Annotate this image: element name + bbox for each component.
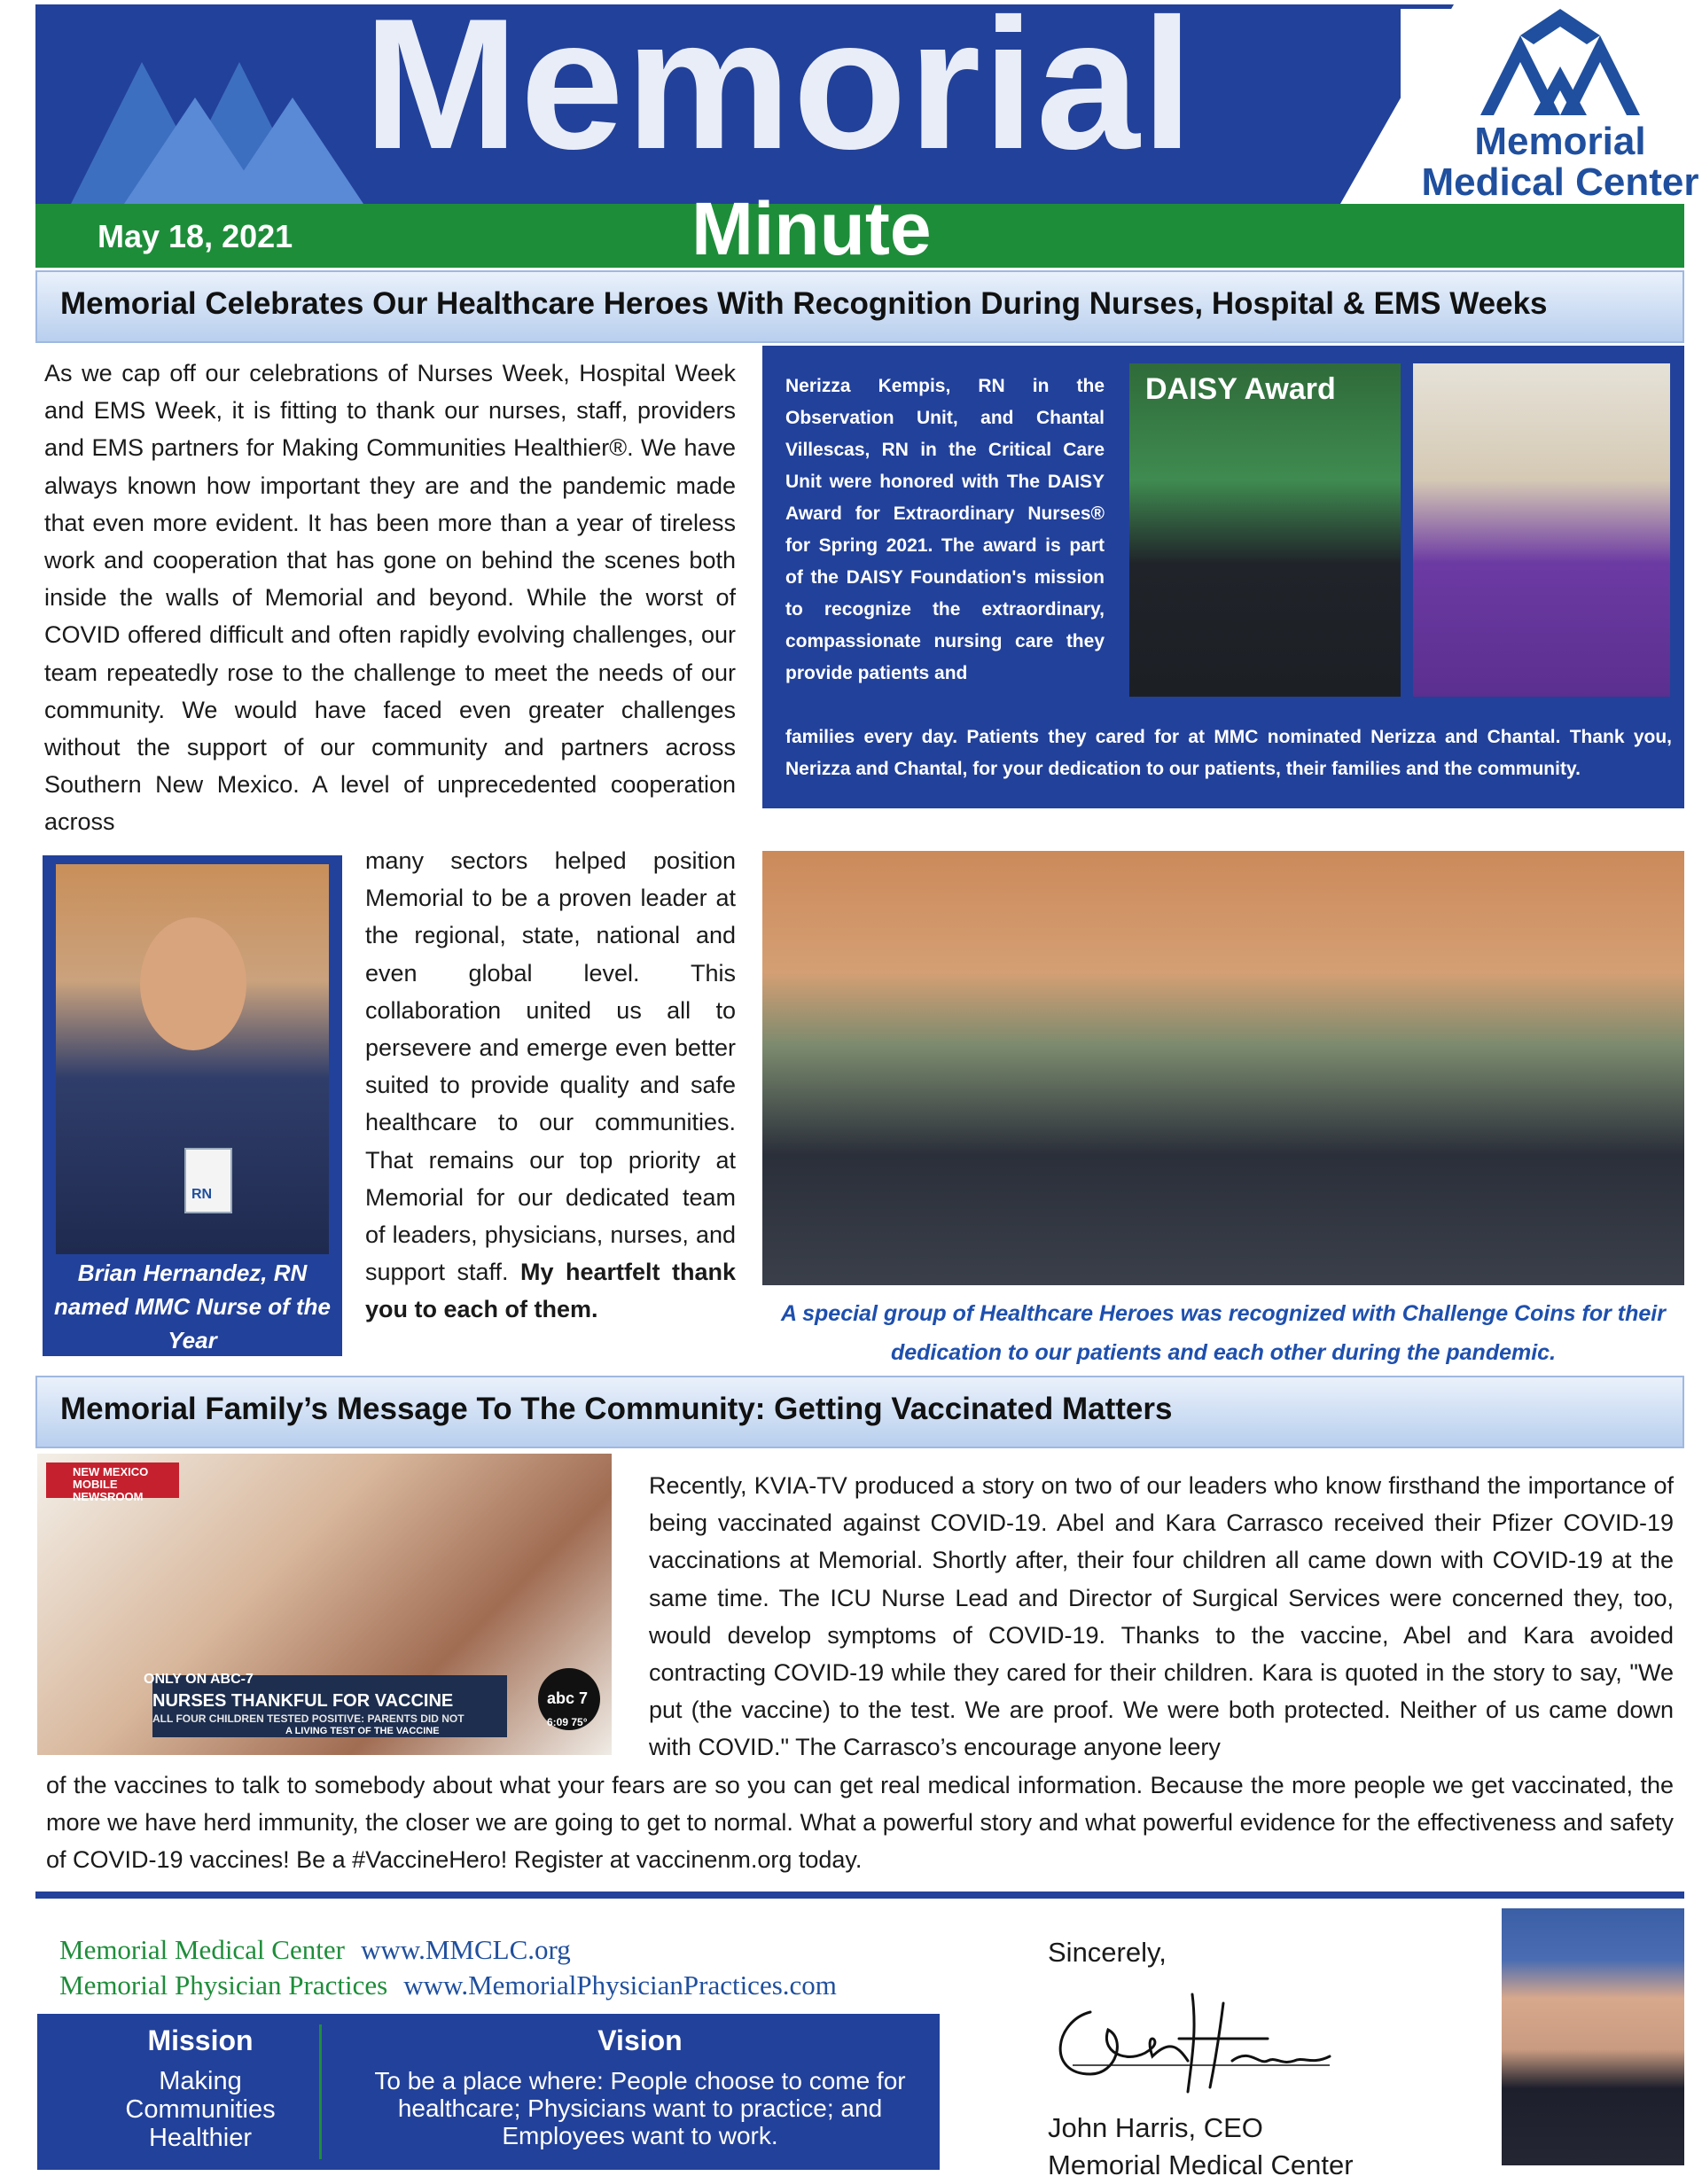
- mm-logo-watermark-icon: [71, 35, 363, 204]
- org2-name: Memorial Physician Practices: [59, 1970, 388, 2001]
- newsroom-logo-text: NEW MEXICO MOBILE NEWSROOM: [73, 1465, 149, 1503]
- nerizza-kempis-photo: [1129, 363, 1401, 697]
- article1-paragraph2-text: many sectors helped position Memorial to be a proven leader at the regional, state, national and even global level. This collaboration united us all to persevere and emerge even better suited to provide quality and safe healthcare to our communities. That remains our top priority at Memorial for our dedicated team of leaders, physicians, nurses, and support staff.: [365, 847, 736, 1286]
- ceo-signature-block: [1048, 2110, 1354, 2184]
- group-photo-caption: A special group of Healthcare Heroes was recognized with Challenge Coins for their dedication to our patients and each other during the pandemic.: [781, 1301, 1666, 1365]
- news-subline: ALL FOUR CHILDREN TESTED POSITIVE: PARENTS DID NOT: [152, 1712, 465, 1725]
- daisy-award-box: [762, 346, 1684, 808]
- mission-text: Making Communities Healthier: [125, 2067, 276, 2152]
- id-badge: [184, 1148, 232, 1213]
- mission-title: Mission: [147, 2024, 254, 2056]
- practices-website-link[interactable]: www.MemorialPhysicianPractices.com: [403, 1970, 837, 2001]
- footer-divider: [35, 1892, 1684, 1899]
- signoff: Sincerely,: [1048, 1937, 1167, 1968]
- news-headline: NURSES THANKFUL FOR VACCINE: [152, 1691, 454, 1711]
- badge-label: RN: [191, 1187, 213, 1202]
- ceo-signature-icon: [1037, 1977, 1356, 2101]
- mmc-logo: [1401, 9, 1702, 204]
- newsletter-subtitle: Minute: [691, 187, 932, 270]
- article1-paragraph2: [365, 842, 736, 1329]
- newsletter-title: Memorial: [363, 0, 1195, 188]
- news-time-temp: 6:09 75°: [547, 1716, 588, 1728]
- brian-caption: Brian Hernandez, RN named MMC Nurse of the Year: [53, 1260, 332, 1353]
- daisy-award-text-continued: families every day. Patients they cared for at MMC nominated Nerizza and Chantal. Thank you, Nerizza and Chantal, for your dedication to our patients, their families and the community.: [785, 727, 1672, 779]
- brian-photo-card: [43, 855, 342, 1356]
- masthead: [35, 0, 1699, 275]
- group-photo: [762, 851, 1684, 1285]
- news-tag: ONLY ON ABC-7: [144, 1672, 254, 1687]
- org1-name: Memorial Medical Center: [59, 1934, 345, 1965]
- article1-thanks: My heartfelt thank you to each of them.: [365, 1259, 736, 1323]
- footer-links: [59, 1932, 837, 2003]
- article2-heading-bar: [35, 1376, 1684, 1448]
- ceo-name: John Harris, CEO: [1048, 2112, 1263, 2143]
- healthcare-heroes-group: [762, 851, 1684, 1374]
- chantal-villescas-photo: [1413, 363, 1670, 697]
- footer-link-row-mmc: [59, 1932, 837, 1968]
- article1-heading-bar: [35, 270, 1684, 343]
- ceo-org: Memorial Medical Center: [1048, 2149, 1354, 2180]
- mission-vision-divider: [319, 2024, 322, 2159]
- kvia-news-screenshot: [37, 1454, 612, 1755]
- article1-paragraph1: As we cap off our celebrations of Nurses Week, Hospital Week and EMS Week, it is fitting to thank our nurses, staff, providers and EMS partners for Making Communities Healthier®. We have always known how important they are and the pandemic made that even more evident. It has been more than a year of tireless work and cooperation that has gone on behind the scenes both inside the walls of Memorial and beyond. While the worst of COVID offered difficult and often rapidly evolving challenges, our team repeatedly rose to the challenge to meet the needs of our community. We would have faced even greater challenges without the support of our community and partners across Southern New Mexico. A level of unprecedented cooperation across: [44, 360, 736, 836]
- mmc-logo-line1: Memorial: [1474, 120, 1646, 163]
- mission-vision-bar: [37, 2014, 940, 2170]
- article1-heading: Memorial Celebrates Our Healthcare Heroes With Recognition During Nurses, Hospital & EMS Weeks: [60, 286, 1548, 321]
- issue-date: May 18, 2021: [98, 218, 293, 254]
- ceo-photo: [1502, 1908, 1684, 2165]
- abc7-logo-text: abc 7: [547, 1689, 589, 1707]
- brian-face: [140, 917, 246, 1050]
- mmc-website-link[interactable]: www.MMCLC.org: [360, 1934, 571, 1965]
- brian-hernandez-photo: [56, 864, 329, 1254]
- daisy-award-text: Nerizza Kempis, RN in the Observation Unit, and Chantal Villescas, RN in the Critical Care Unit were honored with The DAISY Award for Extraordinary Nurses® for Spring 2021. The award is part of the DAISY Foundation's mission to recognize the extraordinary, compassionate nursing care they provide patients and: [785, 376, 1105, 683]
- article2-paragraph2: of the vaccines to talk to somebody about what your fears are so you can get real medical information. Because the more people we get vaccinated, the more we have herd immunity, the closer we are going to get to normal. What a powerful story and what powerful evidence for the effectiveness and safety of COVID-19 vaccines! Be a #VaccineHero! Register at vaccinenm.org today.: [46, 1772, 1674, 1874]
- vision-title: Vision: [597, 2024, 683, 2056]
- article2-paragraph1: Recently, KVIA-TV produced a story on two of our leaders who know firsthand the importance of being vaccinated against COVID-19. Abel and Kara Carrasco received their Pfizer COVID-19 vaccinations at Memorial. Shortly after, their four children all came down with COVID-19 at the same time. The ICU Nurse Lead and Director of Surgical Services were concerned they, too, would develop symptoms of COVID-19. Thanks to the vaccine, Abel and Kara avoided contracting COVID-19 while they cared for their children. Kara is quoted in the story to say, "We put (the vaccine) to the test. We are proof. We were both protected. Neither of us came down with COVID." The Carrasco’s encourage anyone leery: [649, 1472, 1674, 1761]
- mmc-logo-line2: Medical Center: [1421, 160, 1699, 204]
- daisy-award-sign: DAISY Award: [1145, 372, 1336, 406]
- article2-heading: Memorial Family’s Message To The Community: Getting Vaccinated Matters: [60, 1392, 1173, 1426]
- footer-link-row-practices: [59, 1968, 837, 2003]
- vision-text: To be a place where: People choose to come for healthcare; Physicians want to practice; and Employees want to work.: [374, 2067, 906, 2149]
- mmc-logo-mark-icon: [1480, 9, 1640, 115]
- news-subline2: A LIVING TEST OF THE VACCINE: [285, 1726, 440, 1736]
